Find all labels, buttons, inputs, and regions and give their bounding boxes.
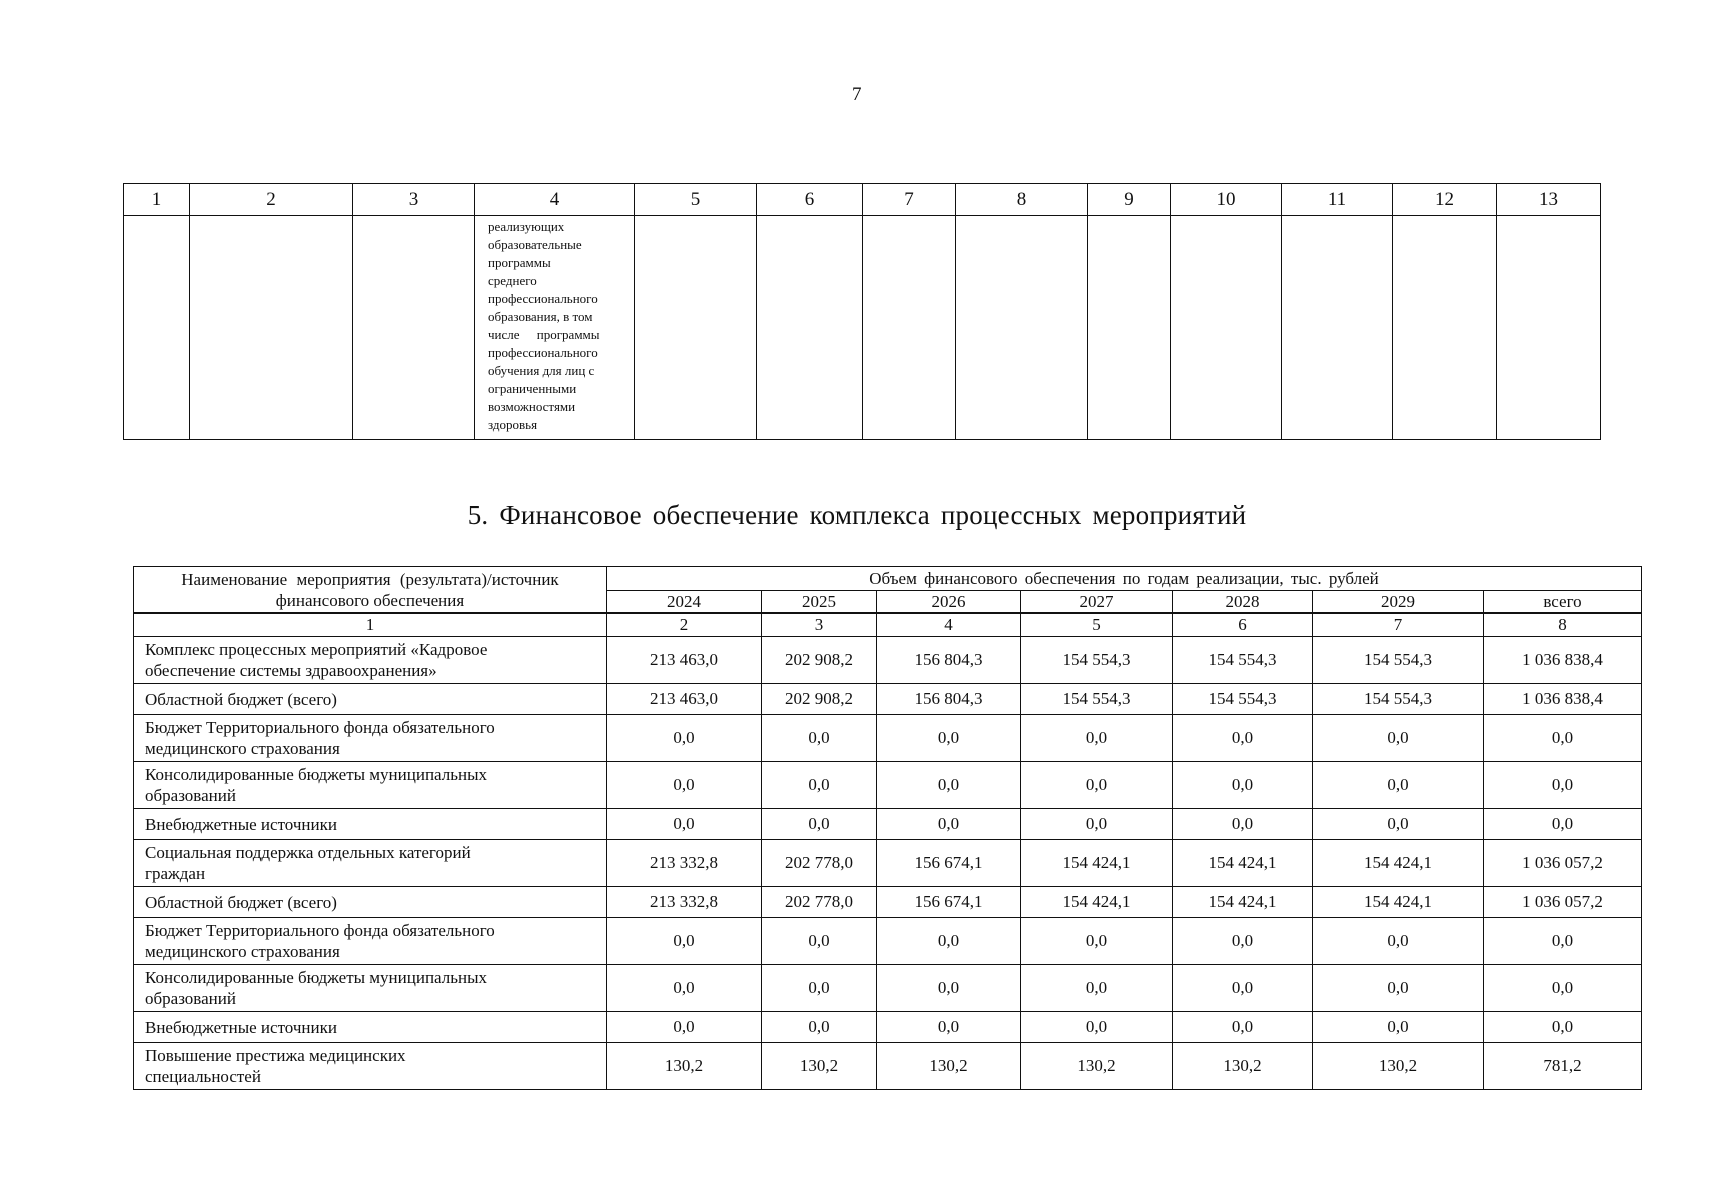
value-cell: 154 424,1 bbox=[1313, 887, 1484, 918]
table-row bbox=[134, 715, 1642, 762]
value-cell: 0,0 bbox=[1173, 809, 1313, 840]
header-line: финансового обеспечения bbox=[275, 590, 465, 610]
row-name-line: образований bbox=[145, 989, 236, 1008]
value-cell: 0,0 bbox=[1484, 715, 1642, 762]
empty-cell bbox=[1497, 216, 1601, 440]
value-cell: 213 332,8 bbox=[607, 840, 762, 887]
column-number: 1 bbox=[134, 613, 607, 637]
financing-header-row bbox=[134, 567, 1642, 591]
cell-text-line: профессионального bbox=[488, 345, 598, 360]
column-number: 12 bbox=[1393, 184, 1497, 216]
empty-cell bbox=[353, 216, 475, 440]
cell-text-line: образования, в том bbox=[488, 309, 593, 324]
value-cell: 0,0 bbox=[877, 762, 1021, 809]
value-cell: 0,0 bbox=[1484, 965, 1642, 1012]
value-cell: 0,0 bbox=[1021, 1012, 1173, 1043]
cell-text-line: профессионального bbox=[488, 291, 598, 306]
value-cell: 154 554,3 bbox=[1021, 637, 1173, 684]
year-header: 2026 bbox=[877, 591, 1021, 614]
value-cell: 130,2 bbox=[1021, 1043, 1173, 1090]
value-cell: 213 463,0 bbox=[607, 637, 762, 684]
value-cell: 0,0 bbox=[607, 762, 762, 809]
value-cell: 154 554,3 bbox=[1021, 684, 1173, 715]
value-cell: 1 036 838,4 bbox=[1484, 637, 1642, 684]
value-cell: 130,2 bbox=[1313, 1043, 1484, 1090]
header-line: Наименование мероприятия (результата)/источник bbox=[181, 569, 559, 589]
value-cell: 0,0 bbox=[1021, 918, 1173, 965]
value-cell: 0,0 bbox=[762, 965, 877, 1012]
year-header: 2024 bbox=[607, 591, 762, 614]
column-number: 2 bbox=[190, 184, 353, 216]
name-column-header bbox=[134, 567, 607, 614]
row-name-cell bbox=[134, 762, 607, 809]
value-cell: 154 554,3 bbox=[1313, 684, 1484, 715]
row-name-cell bbox=[134, 715, 607, 762]
table-row bbox=[134, 965, 1642, 1012]
cell-text-line: числе программы bbox=[488, 327, 600, 342]
row-name-line: Внебюджетные источники bbox=[145, 814, 337, 834]
value-cell: 1 036 057,2 bbox=[1484, 887, 1642, 918]
value-cell: 0,0 bbox=[1173, 965, 1313, 1012]
column-number: 10 bbox=[1171, 184, 1282, 216]
column-number: 4 bbox=[877, 613, 1021, 637]
continuation-table bbox=[123, 183, 1601, 440]
empty-cell bbox=[635, 216, 757, 440]
row-name-cell bbox=[134, 1012, 607, 1043]
table-row bbox=[134, 887, 1642, 918]
cell-text-line: здоровья bbox=[488, 417, 538, 432]
table-row bbox=[134, 918, 1642, 965]
value-cell: 202 908,2 bbox=[762, 684, 877, 715]
row-name-line: Областной бюджет (всего) bbox=[145, 689, 337, 709]
cell-text-line: образовательные bbox=[488, 237, 582, 252]
continuation-body-row bbox=[124, 216, 1601, 440]
value-cell: 156 804,3 bbox=[877, 684, 1021, 715]
volume-header: Объем финансового обеспечения по годам реализации, тыс. рублей bbox=[607, 567, 1642, 591]
empty-cell bbox=[1393, 216, 1497, 440]
row-name-line: Бюджет Территориального фонда обязательного bbox=[145, 921, 495, 940]
empty-cell bbox=[956, 216, 1088, 440]
value-cell: 1 036 838,4 bbox=[1484, 684, 1642, 715]
value-cell: 0,0 bbox=[1313, 965, 1484, 1012]
cell-text-line: обучения для лиц с bbox=[488, 363, 595, 378]
row-name-line: Комплекс процессных мероприятий «Кадровое bbox=[145, 640, 488, 659]
value-cell: 0,0 bbox=[1313, 762, 1484, 809]
cell-text-line: ограниченными bbox=[488, 381, 577, 396]
value-cell: 0,0 bbox=[607, 809, 762, 840]
row-name-cell bbox=[134, 918, 607, 965]
row-name-line: Социальная поддержка отдельных категорий bbox=[145, 843, 471, 862]
value-cell: 0,0 bbox=[762, 809, 877, 840]
value-cell: 0,0 bbox=[1484, 1012, 1642, 1043]
row-name-line: медицинского страхования bbox=[145, 942, 340, 961]
column-number: 11 bbox=[1282, 184, 1393, 216]
row-name-line: образований bbox=[145, 786, 236, 805]
row-name-line: Консолидированные бюджеты муниципальных bbox=[145, 765, 488, 784]
value-cell: 154 424,1 bbox=[1313, 840, 1484, 887]
value-cell: 154 554,3 bbox=[1173, 684, 1313, 715]
empty-cell bbox=[190, 216, 353, 440]
year-header: 2028 bbox=[1173, 591, 1313, 614]
value-cell: 0,0 bbox=[1021, 762, 1173, 809]
value-cell: 130,2 bbox=[877, 1043, 1021, 1090]
value-cell: 0,0 bbox=[877, 715, 1021, 762]
page-number: 7 bbox=[852, 84, 862, 105]
row-name-cell bbox=[134, 684, 607, 715]
column-number: 5 bbox=[635, 184, 757, 216]
value-cell: 213 463,0 bbox=[607, 684, 762, 715]
financing-table bbox=[133, 566, 1642, 1090]
value-cell: 130,2 bbox=[1173, 1043, 1313, 1090]
row-name-cell bbox=[134, 887, 607, 918]
value-cell: 0,0 bbox=[762, 1012, 877, 1043]
value-cell: 0,0 bbox=[877, 918, 1021, 965]
row-name-line: специальностей bbox=[145, 1067, 261, 1086]
year-header: всего bbox=[1484, 591, 1642, 614]
value-cell: 0,0 bbox=[762, 762, 877, 809]
row-name-cell bbox=[134, 1043, 607, 1090]
table-row bbox=[134, 684, 1642, 715]
value-cell: 156 674,1 bbox=[877, 887, 1021, 918]
table-row bbox=[134, 1012, 1642, 1043]
value-cell: 0,0 bbox=[1313, 809, 1484, 840]
table-row bbox=[134, 762, 1642, 809]
row-name-line: Повышение престижа медицинских bbox=[145, 1046, 406, 1065]
column-number: 7 bbox=[1313, 613, 1484, 637]
column-number: 7 bbox=[863, 184, 956, 216]
row-name-line: медицинского страхования bbox=[145, 739, 340, 758]
column-number: 3 bbox=[762, 613, 877, 637]
value-cell: 0,0 bbox=[1484, 809, 1642, 840]
value-cell: 1 036 057,2 bbox=[1484, 840, 1642, 887]
row-name-cell bbox=[134, 840, 607, 887]
row-name-cell bbox=[134, 965, 607, 1012]
value-cell: 0,0 bbox=[1021, 809, 1173, 840]
value-cell: 0,0 bbox=[1021, 715, 1173, 762]
financing-rows bbox=[134, 637, 1642, 1090]
value-cell: 213 332,8 bbox=[607, 887, 762, 918]
row-name-line: Внебюджетные источники bbox=[145, 1017, 337, 1037]
section-title: 5. Финансовое обеспечение комплекса процессных мероприятий bbox=[467, 500, 1247, 530]
column-number: 6 bbox=[757, 184, 863, 216]
year-header: 2029 bbox=[1313, 591, 1484, 614]
value-cell: 154 424,1 bbox=[1021, 840, 1173, 887]
column-number: 6 bbox=[1173, 613, 1313, 637]
value-cell: 156 674,1 bbox=[877, 840, 1021, 887]
value-cell: 130,2 bbox=[607, 1043, 762, 1090]
row-name-line: Бюджет Территориального фонда обязательного bbox=[145, 718, 495, 737]
column-number: 2 bbox=[607, 613, 762, 637]
value-cell: 202 908,2 bbox=[762, 637, 877, 684]
value-cell: 0,0 bbox=[877, 965, 1021, 1012]
year-header: 2027 bbox=[1021, 591, 1173, 614]
cell-text-line: среднего bbox=[488, 273, 537, 288]
value-cell: 0,0 bbox=[1484, 918, 1642, 965]
column-number: 4 bbox=[475, 184, 635, 216]
target-group-cell bbox=[475, 216, 635, 440]
column-numbers-row bbox=[134, 613, 1642, 637]
value-cell: 156 804,3 bbox=[877, 637, 1021, 684]
empty-cell bbox=[1171, 216, 1282, 440]
value-cell: 130,2 bbox=[762, 1043, 877, 1090]
column-number: 3 bbox=[353, 184, 475, 216]
empty-cell bbox=[1282, 216, 1393, 440]
value-cell: 0,0 bbox=[1173, 918, 1313, 965]
value-cell: 0,0 bbox=[1173, 1012, 1313, 1043]
value-cell: 154 424,1 bbox=[1173, 840, 1313, 887]
value-cell: 154 554,3 bbox=[1173, 637, 1313, 684]
table-row bbox=[134, 637, 1642, 684]
value-cell: 154 424,1 bbox=[1021, 887, 1173, 918]
row-name-line: Областной бюджет (всего) bbox=[145, 892, 337, 912]
row-name-line: обеспечение системы здравоохранения» bbox=[145, 661, 437, 680]
value-cell: 0,0 bbox=[1021, 965, 1173, 1012]
table-row bbox=[134, 840, 1642, 887]
value-cell: 0,0 bbox=[1313, 715, 1484, 762]
value-cell: 0,0 bbox=[607, 965, 762, 1012]
value-cell: 0,0 bbox=[607, 1012, 762, 1043]
cell-text-line: реализующих bbox=[488, 219, 565, 234]
column-number: 8 bbox=[956, 184, 1088, 216]
year-header: 2025 bbox=[762, 591, 877, 614]
value-cell: 0,0 bbox=[877, 1012, 1021, 1043]
row-name-cell bbox=[134, 809, 607, 840]
value-cell: 781,2 bbox=[1484, 1043, 1642, 1090]
value-cell: 154 424,1 bbox=[1173, 887, 1313, 918]
table-row bbox=[134, 1043, 1642, 1090]
column-number: 1 bbox=[124, 184, 190, 216]
cell-text-line: возможностями bbox=[488, 399, 576, 414]
value-cell: 154 554,3 bbox=[1313, 637, 1484, 684]
row-name-line: граждан bbox=[145, 864, 206, 883]
value-cell: 0,0 bbox=[762, 918, 877, 965]
value-cell: 0,0 bbox=[877, 809, 1021, 840]
column-number: 5 bbox=[1021, 613, 1173, 637]
value-cell: 0,0 bbox=[607, 918, 762, 965]
value-cell: 0,0 bbox=[1313, 1012, 1484, 1043]
continuation-header-row bbox=[124, 184, 1601, 216]
cell-text-line: программы bbox=[488, 255, 551, 270]
row-name-cell bbox=[134, 637, 607, 684]
column-number: 9 bbox=[1088, 184, 1171, 216]
value-cell: 0,0 bbox=[1313, 918, 1484, 965]
empty-cell bbox=[863, 216, 956, 440]
value-cell: 202 778,0 bbox=[762, 887, 877, 918]
value-cell: 202 778,0 bbox=[762, 840, 877, 887]
empty-cell bbox=[124, 216, 190, 440]
value-cell: 0,0 bbox=[1173, 715, 1313, 762]
table-row bbox=[134, 809, 1642, 840]
row-name-line: Консолидированные бюджеты муниципальных bbox=[145, 968, 488, 987]
value-cell: 0,0 bbox=[607, 715, 762, 762]
column-number: 13 bbox=[1497, 184, 1601, 216]
empty-cell bbox=[1088, 216, 1171, 440]
value-cell: 0,0 bbox=[1484, 762, 1642, 809]
empty-cell bbox=[757, 216, 863, 440]
column-number: 8 bbox=[1484, 613, 1642, 637]
value-cell: 0,0 bbox=[1173, 762, 1313, 809]
value-cell: 0,0 bbox=[762, 715, 877, 762]
